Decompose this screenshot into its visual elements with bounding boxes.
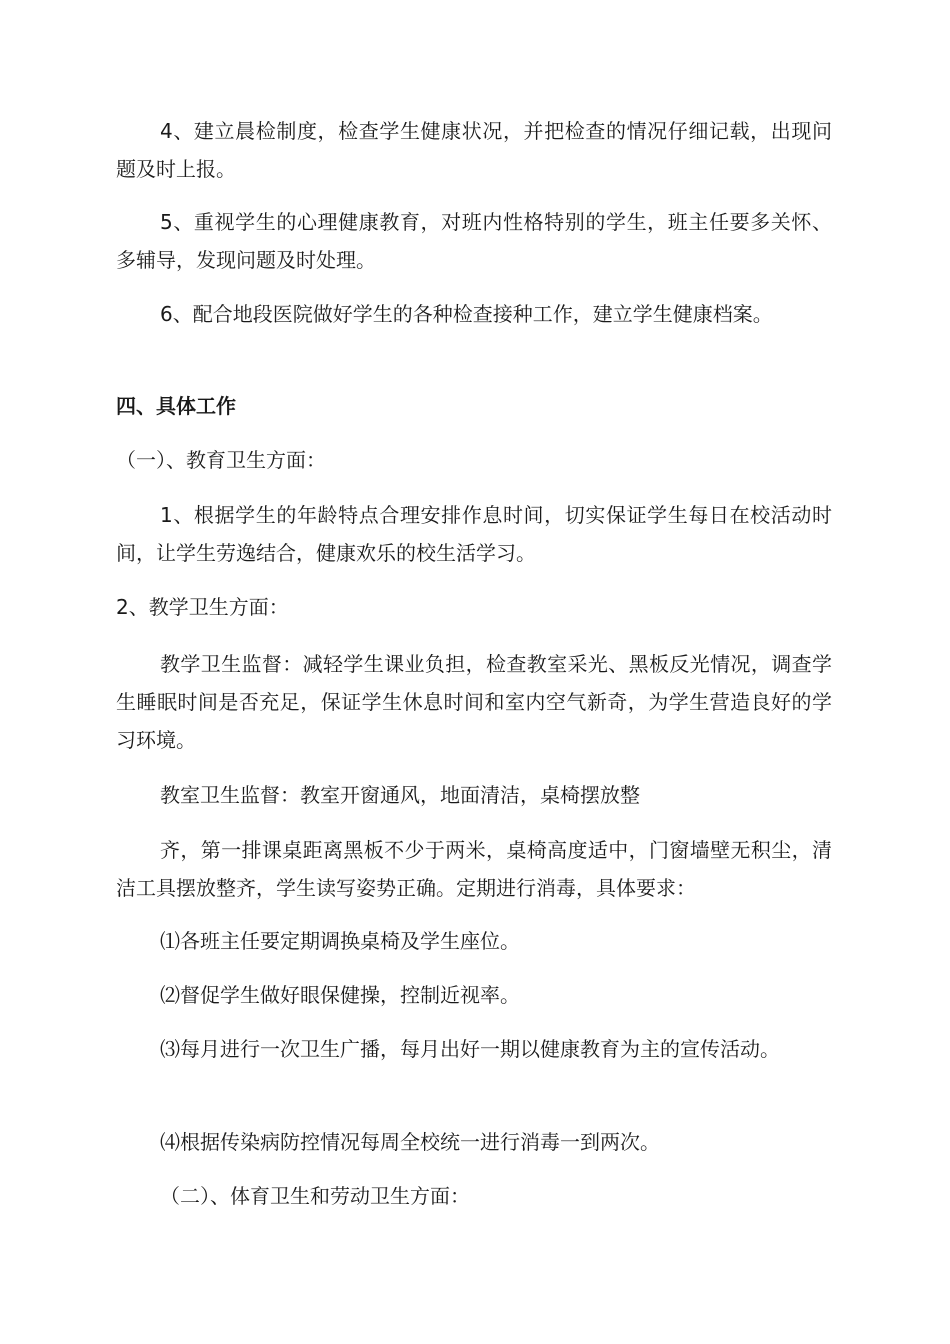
paragraph-schedule: 1、根据学生的年龄特点合理安排作息时间，切实保证学生每日在校活动时间，让学生劳逸结合，健康欢乐的校生活学习。 bbox=[116, 503, 832, 565]
paragraph-teaching-supervision: 教学卫生监督：减轻学生课业负担，检查教室采光、黑板反光情况，调查学生睡眠时间是否充足，保证学生休息时间和室内空气新奇，为学生营造良好的学习环境。 bbox=[116, 652, 832, 752]
subsection-heading-sports-labor: （二）、体育卫生和劳动卫生方面： bbox=[160, 1184, 470, 1208]
list-item-4: ⑷根据传染病防控情况每周全校统一进行消毒一到两次。 bbox=[160, 1130, 660, 1154]
list-item-1: ⑴各班主任要定期调换桌椅及学生座位。 bbox=[160, 929, 520, 953]
list-item-3: ⑶每月进行一次卫生广播，每月出好一期以健康教育为主的宣传活动。 bbox=[160, 1037, 780, 1061]
paragraph-mental-health: 5、重视学生的心理健康教育，对班内性格特别的学生，班主任要多关怀、多辅导，发现问题及时处理。 bbox=[116, 210, 832, 272]
paragraph-health-records: 6、配合地段医院做好学生的各种检查接种工作，建立学生健康档案。 bbox=[160, 302, 773, 326]
subsection-heading-education-hygiene: （一）、教育卫生方面： bbox=[116, 448, 326, 472]
paragraph-classroom-supervision: 教室卫生监督：教室开窗通风，地面清洁，桌椅摆放整 bbox=[160, 783, 640, 807]
section-heading: 四、具体工作 bbox=[116, 394, 236, 418]
list-item-2: ⑵督促学生做好眼保健操，控制近视率。 bbox=[160, 983, 520, 1007]
paragraph-classroom-requirements: 齐，第一排课桌距离黑板不少于两米，桌椅高度适中，门窗墙壁无积尘，清洁工具摆放整齐，学生读写姿势正确。定期进行消毒，具体要求： bbox=[116, 838, 832, 900]
paragraph-morning-check: 4、建立晨检制度，检查学生健康状况，并把检查的情况仔细记载，出现问题及时上报。 bbox=[116, 119, 832, 181]
item-heading-teaching-hygiene: 2、教学卫生方面： bbox=[116, 595, 289, 619]
